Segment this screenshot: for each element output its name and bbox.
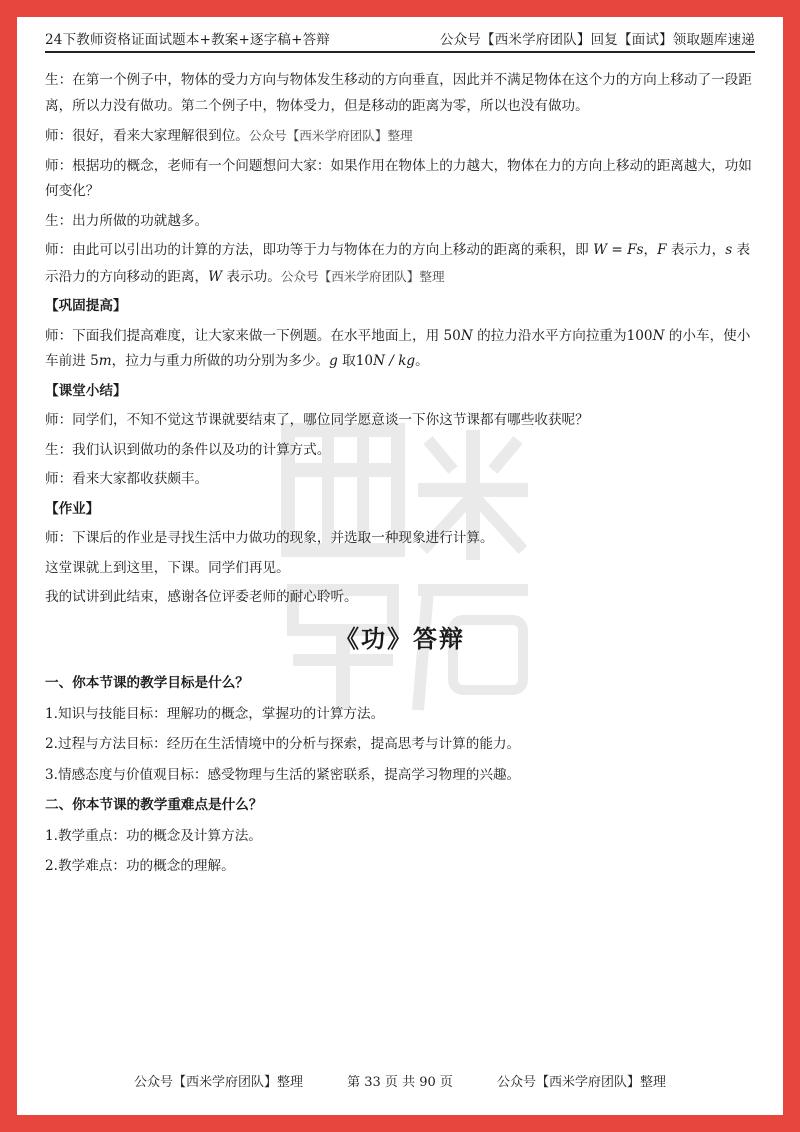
work-symbol: W — [208, 268, 223, 285]
question-heading: 二、你本节课的教学重难点是什么？ — [45, 797, 263, 813]
unit-symbol: m — [98, 353, 112, 369]
footer-left-text: 公众号【西米学府团队】整理 — [133, 1075, 303, 1090]
paragraph-text: 师：由此可以引出功的计算的方法，即功等于力与物体在力的方向上移动的距离的乘积，即 — [45, 242, 594, 258]
defense-title: 《功》答辩 — [335, 623, 465, 653]
unit-symbol: N — [460, 327, 473, 344]
formula-paragraph — [45, 238, 755, 290]
page-content — [45, 68, 755, 885]
unit-symbol: N — [652, 327, 665, 344]
paragraph-text: 师：很好，看来大家理解很到位。 — [45, 128, 249, 144]
list-item: 1.教学重点：功的概念及计算方法。 — [45, 827, 262, 844]
source-note: 公众号【西米学府团队】整理 — [248, 128, 413, 143]
paragraph-text: 取10 — [337, 353, 374, 369]
page-header — [45, 26, 755, 53]
question-heading: 一、你本节课的教学目标是什么？ — [45, 675, 249, 691]
paragraph: 师：下课后的作业是寻找生活中力做功的现象，并选取一种现象进行计算。 — [45, 530, 494, 546]
section-heading-consolidate: 【巩固提高】 — [45, 298, 127, 314]
paragraph-text: ， — [643, 242, 658, 258]
footer-right-text: 公众号【西米学府团队】整理 — [497, 1075, 667, 1090]
section-heading-summary: 【课堂小结】 — [45, 382, 127, 399]
paragraph-text: ，拉力与重力所做的功分别为多少。 — [111, 353, 330, 369]
paragraph: 师：看来大家都收获颇丰。 — [45, 471, 209, 487]
work-formula: W = Fs — [593, 242, 644, 258]
list-item: 2.过程与方法目标：经历在生活情境中的分析与探索，提高思考与计算的能力。 — [45, 736, 521, 752]
list-item: 3.情感态度与价值观目标：感受物理与生活的紧密联系，提高学习物理的兴趣。 — [45, 766, 521, 783]
paragraph-text: 师：下面我们提高难度，让大家来做一下例题。在水平地面上，用 50 — [45, 327, 461, 344]
paragraph-text: 表示功。 — [222, 268, 281, 285]
paragraph: 这堂课就上到这里，下课。同学们再见。 — [45, 559, 290, 576]
unit-symbol: N / kg — [373, 353, 416, 369]
paragraph-text: 的小车，使小车前进 5 — [45, 327, 751, 369]
header-right-text: 公众号【西米学府团队】回复【面试】领取题库速递 — [439, 32, 755, 48]
list-item: 2.教学难点：功的概念的理解。 — [45, 858, 235, 874]
list-item: 1.知识与技能目标：理解功的概念，掌握功的计算方法。 — [45, 705, 385, 722]
paragraph-text: 。 — [415, 353, 429, 369]
paragraph: 生：出力所做的功就越多。 — [45, 212, 209, 229]
header-left-text: 24下教师资格证面试题本+教案+逐字稿+答辩 — [45, 32, 331, 48]
paragraph: 师：同学们，不知不觉这节课就要结束了，哪位同学愿意谈一下你这节课都有哪些收获呢？ — [45, 412, 589, 428]
paragraph: 师：根据功的概念，老师有一个问题想问大家：如果作用在物体上的力越大，物体在力的方向上移动的距离越大，功如何变化？ — [45, 157, 752, 199]
paragraph: 生：在第一个例子中，物体的受力方向与物体发生移动的方向垂直，因此并不满足物体在这个力的方向上移动了一段距离，所以力没有做功。第二个例子中，物体受力，但是移动的距离为零，所以也没有做功。 — [45, 72, 752, 114]
paragraph-text: 的拉力沿水平方向拉重为100 — [472, 327, 653, 344]
paragraph: 我的试讲到此结束，感谢各位评委老师的耐心聆听。 — [45, 589, 358, 605]
paragraph-text: 表示力， — [666, 242, 726, 258]
force-symbol: F — [657, 242, 667, 258]
section-heading-homework: 【作业】 — [45, 500, 100, 517]
paragraph — [45, 123, 755, 150]
source-note: 公众号【西米学府团队】整理 — [280, 268, 445, 284]
paragraph-text: 表示沿力的方向移动的距离， — [45, 242, 751, 285]
gravity-symbol: g — [329, 353, 338, 369]
paragraph: 生：我们认识到做功的条件以及功的计算方式。 — [45, 441, 331, 458]
page-footer — [0, 1071, 800, 1090]
example-paragraph — [45, 324, 755, 375]
distance-symbol: s — [725, 242, 733, 258]
page-number: 第 33 页 共 90 页 — [347, 1075, 453, 1090]
